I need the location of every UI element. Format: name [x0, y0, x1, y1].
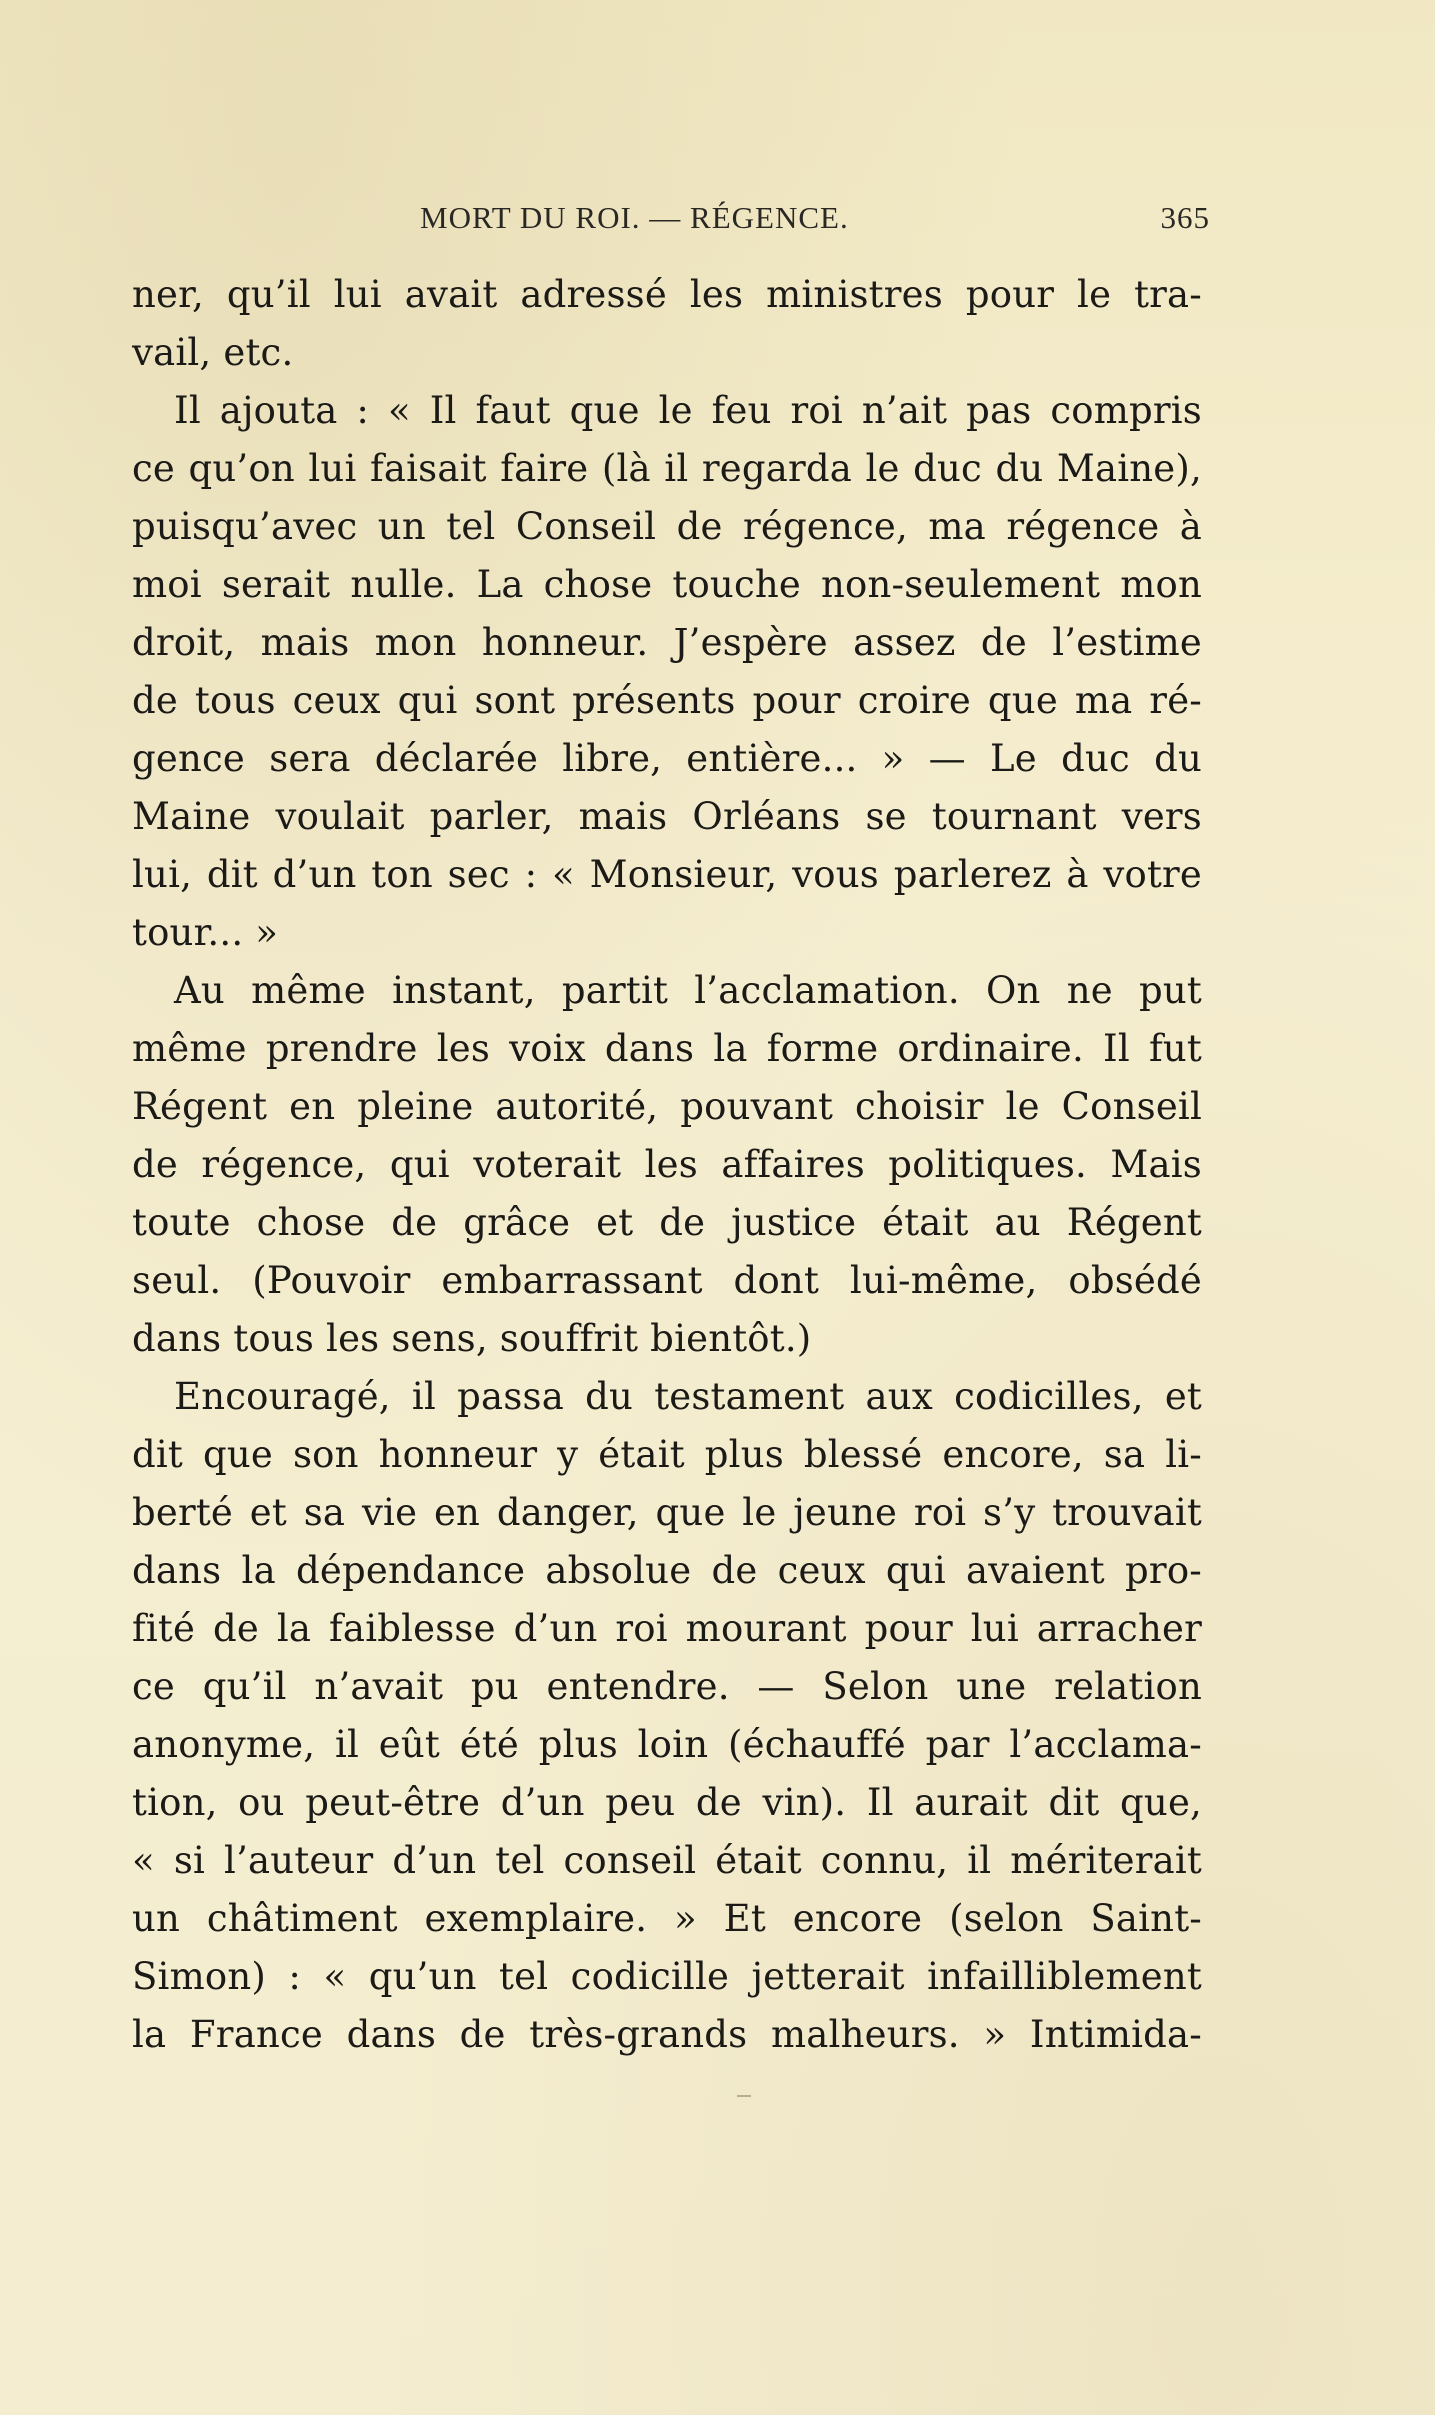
- text-line: lui, dit d’un ton sec : « Monsieur, vous parlerez à votre: [132, 853, 1202, 896]
- text-line: toute chose de grâce et de justice était au Régent: [132, 1201, 1202, 1244]
- text-line: moi serait nulle. La chose touche non-seulement mon: [132, 563, 1202, 606]
- text-line: seul. (Pouvoir embarrassant dont lui-même, obsédé: [132, 1259, 1202, 1302]
- text-line: berté et sa vie en danger, que le jeune roi s’y trouvait: [132, 1491, 1202, 1534]
- text-line: ce qu’il n’avait pu entendre. — Selon une relation: [132, 1665, 1202, 1708]
- text-line: anonyme, il eût été plus loin (échauffé par l’acclama-: [132, 1723, 1202, 1766]
- text-line: « si l’auteur d’un tel conseil était connu, il mériterait: [132, 1839, 1202, 1882]
- page-number: 365: [1160, 200, 1210, 235]
- text-line: Simon) : « qu’un tel codicille jetterait infailliblement: [132, 1955, 1202, 1998]
- text-line: de tous ceux qui sont présents pour croire que ma ré-: [132, 679, 1202, 722]
- text-line: vail, etc.: [132, 331, 294, 374]
- text-line: droit, mais mon honneur. J’espère assez de l’estime: [132, 621, 1202, 664]
- text-line: tour... »: [132, 911, 279, 954]
- text-line: gence sera déclarée libre, entière... » — Le duc du: [132, 737, 1202, 780]
- text-line: dans tous les sens, souffrit bientôt.): [132, 1317, 812, 1360]
- text-line: tion, ou peut-être d’un peu de vin). Il aurait dit que,: [132, 1781, 1202, 1824]
- text-line: ce qu’on lui faisait faire (là il regarda le duc du Maine),: [132, 447, 1202, 490]
- body-text: [132, 266, 1202, 2064]
- text-line: même prendre les voix dans la forme ordinaire. Il fut: [132, 1027, 1202, 1070]
- text-line: Il ajouta : « Il faut que le feu roi n’ait pas compris: [174, 389, 1202, 432]
- text-line: un châtiment exemplaire. » Et encore (selon Saint-: [132, 1897, 1202, 1940]
- page-mark: [737, 2095, 751, 2097]
- text-line: la France dans de très-grands malheurs. » Intimida-: [132, 2013, 1202, 2056]
- chapter-title: MORT DU ROI. — RÉGENCE.: [420, 200, 849, 235]
- text-line: fité de la faiblesse d’un roi mourant pour lui arracher: [132, 1607, 1202, 1650]
- running-head: [130, 200, 1210, 250]
- text-line: Maine voulait parler, mais Orléans se tournant vers: [132, 795, 1202, 838]
- text-line: Au même instant, partit l’acclamation. On ne put: [174, 969, 1202, 1012]
- text-line: dans la dépendance absolue de ceux qui avaient pro-: [132, 1549, 1202, 1592]
- text-line: ner, qu’il lui avait adressé les ministres pour le tra-: [132, 273, 1202, 316]
- text-line: puisqu’avec un tel Conseil de régence, ma régence à: [132, 505, 1202, 548]
- text-line: Régent en pleine autorité, pouvant choisir le Conseil: [132, 1085, 1202, 1128]
- text-line: de régence, qui voterait les affaires politiques. Mais: [132, 1143, 1202, 1186]
- text-line: dit que son honneur y était plus blessé encore, sa li-: [132, 1433, 1202, 1476]
- text-line: Encouragé, il passa du testament aux codicilles, et: [174, 1375, 1202, 1418]
